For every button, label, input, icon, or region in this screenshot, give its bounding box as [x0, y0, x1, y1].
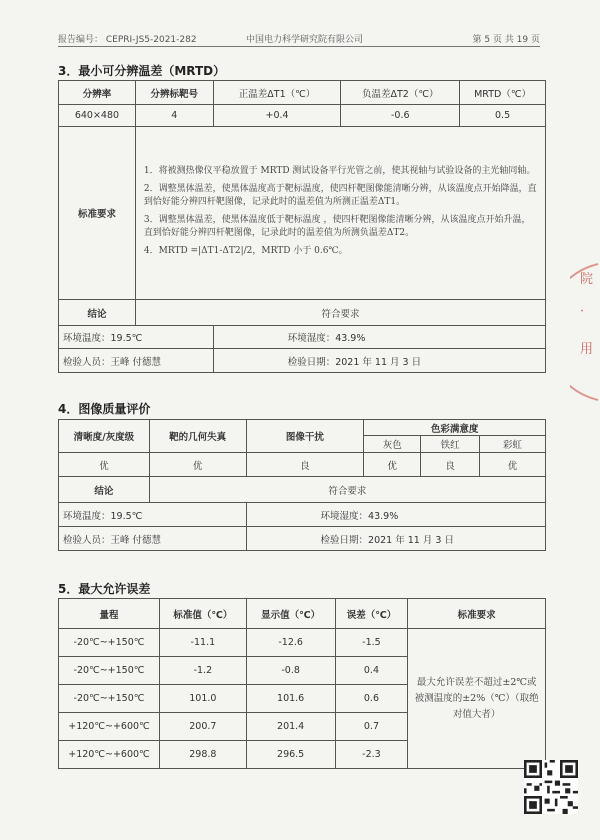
table-cell: -2.3: [335, 741, 408, 769]
table-cell: -1.5: [335, 629, 408, 657]
table-cell: -20℃~+150℃: [59, 629, 160, 657]
qr-code-icon: [524, 760, 578, 814]
header-cell: 量程: [59, 599, 160, 629]
table-cell: -11.1: [159, 629, 246, 657]
conclusion-value: 符合要求: [135, 300, 545, 326]
page-number: 第 5 页 共 19 页: [472, 35, 540, 45]
subheader-cell: 彩虹: [480, 436, 546, 453]
table-cell: -20℃~+150℃: [59, 657, 160, 685]
inspection-row: [59, 349, 546, 373]
table-cell: 201.4: [246, 713, 335, 741]
environment-humidity: 环境湿度：43.9%: [213, 326, 545, 349]
table-cell: +0.4: [213, 105, 341, 127]
subheader-cell: 灰色: [364, 436, 421, 453]
header-cell: 正温差ΔT1（℃）: [213, 81, 341, 105]
header-cell: 分辨率: [59, 81, 136, 105]
requirement-label: 标准要求: [59, 127, 136, 300]
requirement-step: 4．MRTD =|ΔT1-ΔT2|/2，MRTD 小于 0.6℃。: [143, 246, 348, 256]
inspection-date: 检验日期：2021 年 11 月 3 日: [246, 527, 545, 551]
table-cell: 优: [480, 453, 546, 477]
header-cell: 误差（℃）: [335, 599, 408, 629]
table-row: [59, 453, 546, 477]
table-cell: -1.2: [159, 657, 246, 685]
stamp-char: 院: [580, 272, 594, 287]
table-cell: 良: [421, 453, 480, 477]
header-cell: 清晰度/灰度级: [59, 420, 150, 453]
conclusion-row: [59, 477, 546, 503]
table-cell: -12.6: [246, 629, 335, 657]
environment-humidity: 环境湿度：43.9%: [246, 503, 545, 527]
organization-name: 中国电力科学研究院有限公司: [246, 35, 364, 45]
table-cell: 优: [149, 453, 246, 477]
table-cell: 0.6: [335, 685, 408, 713]
table-row: [59, 629, 546, 657]
header-cell: 标准要求: [408, 599, 546, 629]
table-cell: 优: [59, 453, 150, 477]
stamp-char: 用: [580, 342, 594, 357]
table-cell: -0.8: [246, 657, 335, 685]
table-cell: +120℃~+600℃: [59, 741, 160, 769]
conclusion-value: 符合要求: [149, 477, 545, 503]
table-cell: 200.7: [159, 713, 246, 741]
table-cell: 良: [246, 453, 364, 477]
inspection-date: 检验日期：2021 年 11 月 3 日: [213, 349, 545, 373]
environment-temperature: 环境温度：19.5℃: [59, 326, 214, 349]
table-cell: 0.7: [335, 713, 408, 741]
header-cell: 靶的几何失真: [149, 420, 246, 453]
max-error-table: [58, 598, 546, 769]
section-image-quality-title: 4．图像质量评价: [58, 402, 151, 416]
table-cell: 296.5: [246, 741, 335, 769]
environment-row: [59, 503, 546, 527]
table-cell: 0.5: [460, 105, 546, 127]
requirement-row: [59, 127, 546, 300]
header-cell: 标准值（℃）: [159, 599, 246, 629]
page-header: [58, 32, 540, 47]
inspector: 检验人员：王峰 付德慧: [59, 527, 247, 551]
table-cell: 101.6: [246, 685, 335, 713]
table-row: [59, 105, 546, 127]
requirement-text: [135, 127, 545, 300]
environment-row: [59, 326, 546, 349]
report-number: 报告编号： CEPRI-JS5-2021-282: [58, 35, 197, 45]
header-cell: 负温差ΔT2（℃）: [341, 81, 460, 105]
requirement-text: 最大允许误差不超过±2℃或被测温度的±2%（℃）（取绝对值大者）: [408, 629, 546, 769]
inspector: 检验人员：王峰 付德慧: [59, 349, 214, 373]
requirement-step: 2．调整黑体温差，使黑体温度高于靶标温度，使四杆靶图像能清晰分辨，从该温度点开始降温，直到恰好能分辨四杆靶图像，记录此时的温差值为所测正温差ΔT1。: [143, 184, 537, 207]
table-cell: 298.8: [159, 741, 246, 769]
mrtd-table: [58, 80, 546, 373]
mrtd-header-row: [59, 81, 546, 105]
environment-temperature: 环境温度：19.5℃: [59, 503, 247, 527]
table-cell: 640×480: [59, 105, 136, 127]
header-cell: 色彩满意度: [364, 420, 546, 436]
header-cell: MRTD（℃）: [460, 81, 546, 105]
requirement-step: 3．调整黑体温差，使黑体温度低于靶标温度 ，使四杆靶图像能清晰分辨，从该温度点开始升温，直到恰好能分辨四杆靶图像，记录此时的温差值为所测负温差ΔT2。: [143, 215, 531, 238]
inspection-row: [59, 527, 546, 551]
me-header-row: [59, 599, 546, 629]
subheader-cell: 铁红: [421, 436, 480, 453]
table-cell: -0.6: [341, 105, 460, 127]
header-cell: 显示值（℃）: [246, 599, 335, 629]
table-cell: 4: [135, 105, 213, 127]
header-cell: 图像干扰: [246, 420, 364, 453]
requirement-step: 1．将被测热像仪平稳放置于 MRTD 测试设备平行光管之前，使其视轴与试验设备的主光轴同轴。: [143, 166, 536, 176]
table-cell: -20℃~+150℃: [59, 685, 160, 713]
conclusion-row: [59, 300, 546, 326]
table-cell: 优: [364, 453, 421, 477]
conclusion-label: 结论: [59, 477, 150, 503]
section-mrtd-title: 3．最小可分辨温差（MRTD）: [58, 64, 226, 78]
iq-header-row: [59, 420, 546, 436]
table-cell: 0.4: [335, 657, 408, 685]
conclusion-label: 结论: [59, 300, 136, 326]
table-cell: 101.0: [159, 685, 246, 713]
section-max-error-title: 5．最大允许误差: [58, 582, 151, 596]
seal-stamp: [570, 262, 600, 402]
table-cell: +120℃~+600℃: [59, 713, 160, 741]
stamp-char: ·: [580, 304, 585, 319]
image-quality-table: [58, 419, 546, 551]
header-cell: 分辨标靶号: [135, 81, 213, 105]
